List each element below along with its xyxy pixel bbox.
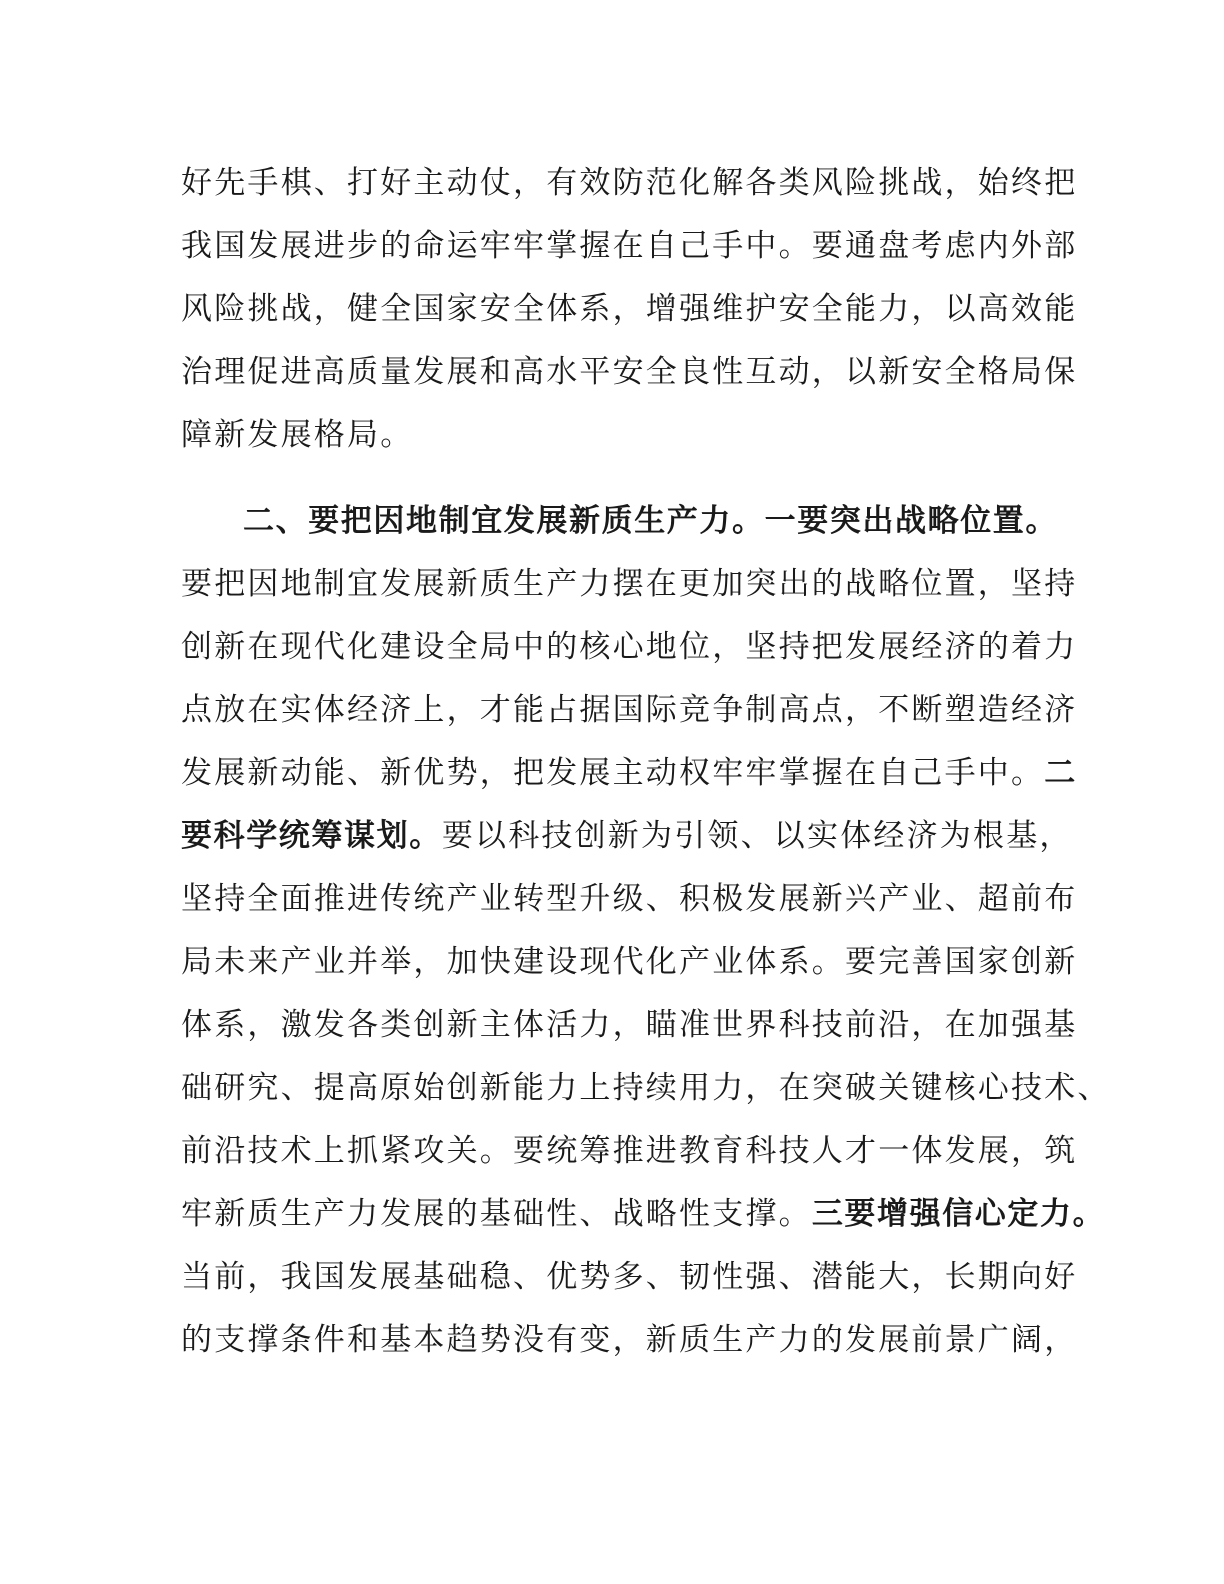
text-line — [181, 816, 1073, 856]
text-line — [181, 226, 1077, 266]
text-line — [181, 415, 413, 455]
text-line — [181, 1068, 1111, 1108]
text-run: 创新在现代化建设全局中的核心地位，坚持把发展经济的着力 — [181, 629, 1078, 665]
text-line — [181, 942, 1077, 982]
text-run: 坚持全面推进传统产业转型升级、积极发展新兴产业、超前布 — [181, 881, 1078, 917]
text-run: 点放在实体经济上，才能占据国际竞争制高点，不断塑造经济 — [181, 692, 1078, 728]
text-run: 要以科技创新为引领、以实体经济为根基， — [441, 818, 1073, 854]
text-line — [181, 1257, 1077, 1297]
text-line — [181, 1194, 1105, 1234]
text-run: 当前，我国发展基础稳、优势多、韧性强、潜能大，长期向好 — [181, 1259, 1078, 1295]
text-line — [181, 690, 1077, 730]
text-line — [181, 163, 1077, 203]
section-heading: 二、要把因地制宜发展新质生产力。一要突出战略位置。 — [243, 503, 1058, 539]
text-run: 发展新动能、新优势，把发展主动权牢牢掌握在自己手中。 — [181, 755, 1045, 791]
text-run: 前沿技术上抓紧攻关。要统筹推进教育科技人才一体发展，筑 — [181, 1133, 1078, 1169]
text-run: 体系，激发各类创新主体活力，瞄准世界科技前沿，在加强基 — [181, 1007, 1078, 1043]
text-run: 局未来产业并举，加快建设现代化产业体系。要完善国家创新 — [181, 944, 1078, 980]
text-line — [181, 879, 1077, 919]
text-line — [181, 1131, 1077, 1171]
text-run: 好先手棋、打好主动仗，有效防范化解各类风险挑战，始终把 — [181, 165, 1078, 201]
text-line — [181, 289, 1077, 329]
text-run: 风险挑战，健全国家安全体系，增强维护安全能力，以高效能 — [181, 291, 1078, 327]
text-line — [181, 564, 1077, 604]
text-run: 的支撑条件和基本趋势没有变，新质生产力的发展前景广阔， — [181, 1322, 1078, 1358]
text-run: 要把因地制宜发展新质生产力摆在更加突出的战略位置，坚持 — [181, 566, 1078, 602]
text-line — [181, 753, 1077, 793]
text-line — [181, 627, 1077, 667]
section-heading-line — [243, 501, 1058, 541]
text-line — [181, 352, 1077, 392]
text-run: 础研究、提高原始创新能力上持续用力，在突破关键核心技术、 — [181, 1070, 1111, 1106]
text-run: 治理促进高质量发展和高水平安全良性互动，以新安全格局保 — [181, 354, 1078, 390]
bold-run: 二 — [1044, 755, 1077, 791]
bold-run: 三要增强信心定力。 — [811, 1196, 1106, 1232]
text-run: 障新发展格局。 — [181, 417, 414, 453]
text-line — [181, 1320, 1077, 1360]
text-line — [181, 1005, 1077, 1045]
text-run: 我国发展进步的命运牢牢掌握在自己手中。要通盘考虑内外部 — [181, 228, 1078, 264]
bold-run: 要科学统筹谋划。 — [181, 818, 442, 854]
text-run: 牢新质生产力发展的基础性、战略性支撑。 — [181, 1196, 812, 1232]
